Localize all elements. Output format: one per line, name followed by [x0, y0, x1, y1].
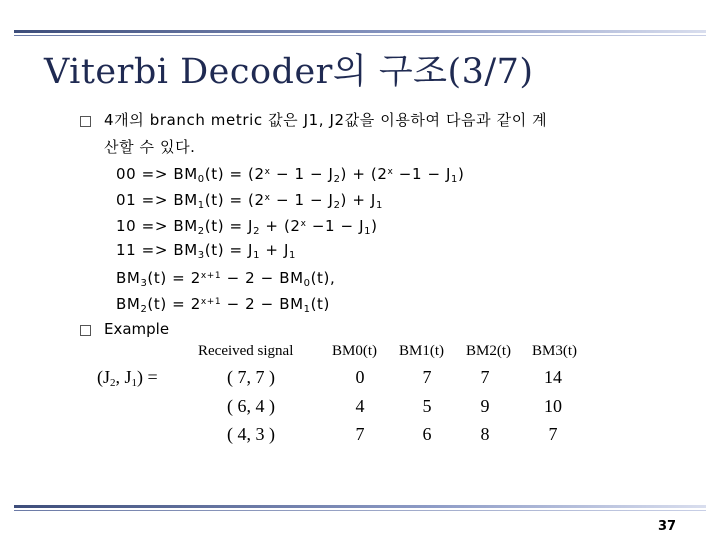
- table-cell: 7: [422, 367, 432, 387]
- table-header: BM0(t): [332, 343, 377, 359]
- table-header: Received signal: [198, 343, 294, 359]
- table-cell: ( 4, 3 ): [227, 424, 275, 444]
- slide-title: Viterbi Decoder의 구조(3/7): [44, 52, 534, 92]
- table-cell: 8: [480, 424, 490, 444]
- equation-11: $11 => BM_3(t) = J_1 + J_1$: [116, 241, 296, 261]
- page-number: 37: [658, 519, 677, 534]
- table-cell: 4: [355, 396, 365, 416]
- equation-10: $10 => BM_2(t) = J_2 + (2^x -1 - J_1)$: [116, 217, 378, 237]
- square-bullet-icon: [80, 325, 91, 336]
- row-label: ($J_2$, $J_1$) =: [97, 367, 158, 389]
- bullet2-label: Example: [104, 320, 170, 338]
- table-cell: 6: [422, 424, 432, 444]
- table-cell: 0: [355, 367, 365, 387]
- table-cell: 9: [480, 396, 490, 416]
- bottom-rule-thin: [14, 510, 706, 511]
- table-cell: ( 7, 7 ): [227, 367, 275, 387]
- table-cell: 10: [544, 396, 562, 416]
- table-cell: 7: [548, 424, 558, 444]
- top-rule-thick: [14, 30, 706, 33]
- table-cell: 5: [422, 396, 432, 416]
- table-cell: ( 6, 4 ): [227, 396, 275, 416]
- equation-bm2: $BM_2(t) = 2^{x+1} - 2 - BM_1(t)$: [116, 295, 330, 315]
- square-bullet-icon: [80, 116, 91, 127]
- table-header: BM1(t): [399, 343, 444, 359]
- bullet1-line1: 4개의 branch metric 값은 J1, J2값을 이용하여 다음과 같이 계: [104, 111, 548, 129]
- equation-00: $00 => BM_0(t) = (2^x - 1 - J_2) + (2^x -1 - J_1)$: [116, 165, 465, 185]
- bullet1-line2: 산할 수 있다.: [104, 138, 196, 156]
- table-header: BM3(t): [532, 343, 577, 359]
- table-cell: 7: [480, 367, 490, 387]
- bottom-rule-thick: [14, 505, 706, 508]
- table-cell: 7: [355, 424, 365, 444]
- table-cell: 14: [544, 367, 562, 387]
- table-header: BM2(t): [466, 343, 511, 359]
- equation-bm3: $BM_3(t) = 2^{x+1} - 2 - BM_0(t)$,: [116, 269, 336, 289]
- equation-01: $01 => BM_1(t) = (2^x - 1 - J_2) + J_1$: [116, 191, 383, 211]
- top-rule-thin: [14, 35, 706, 36]
